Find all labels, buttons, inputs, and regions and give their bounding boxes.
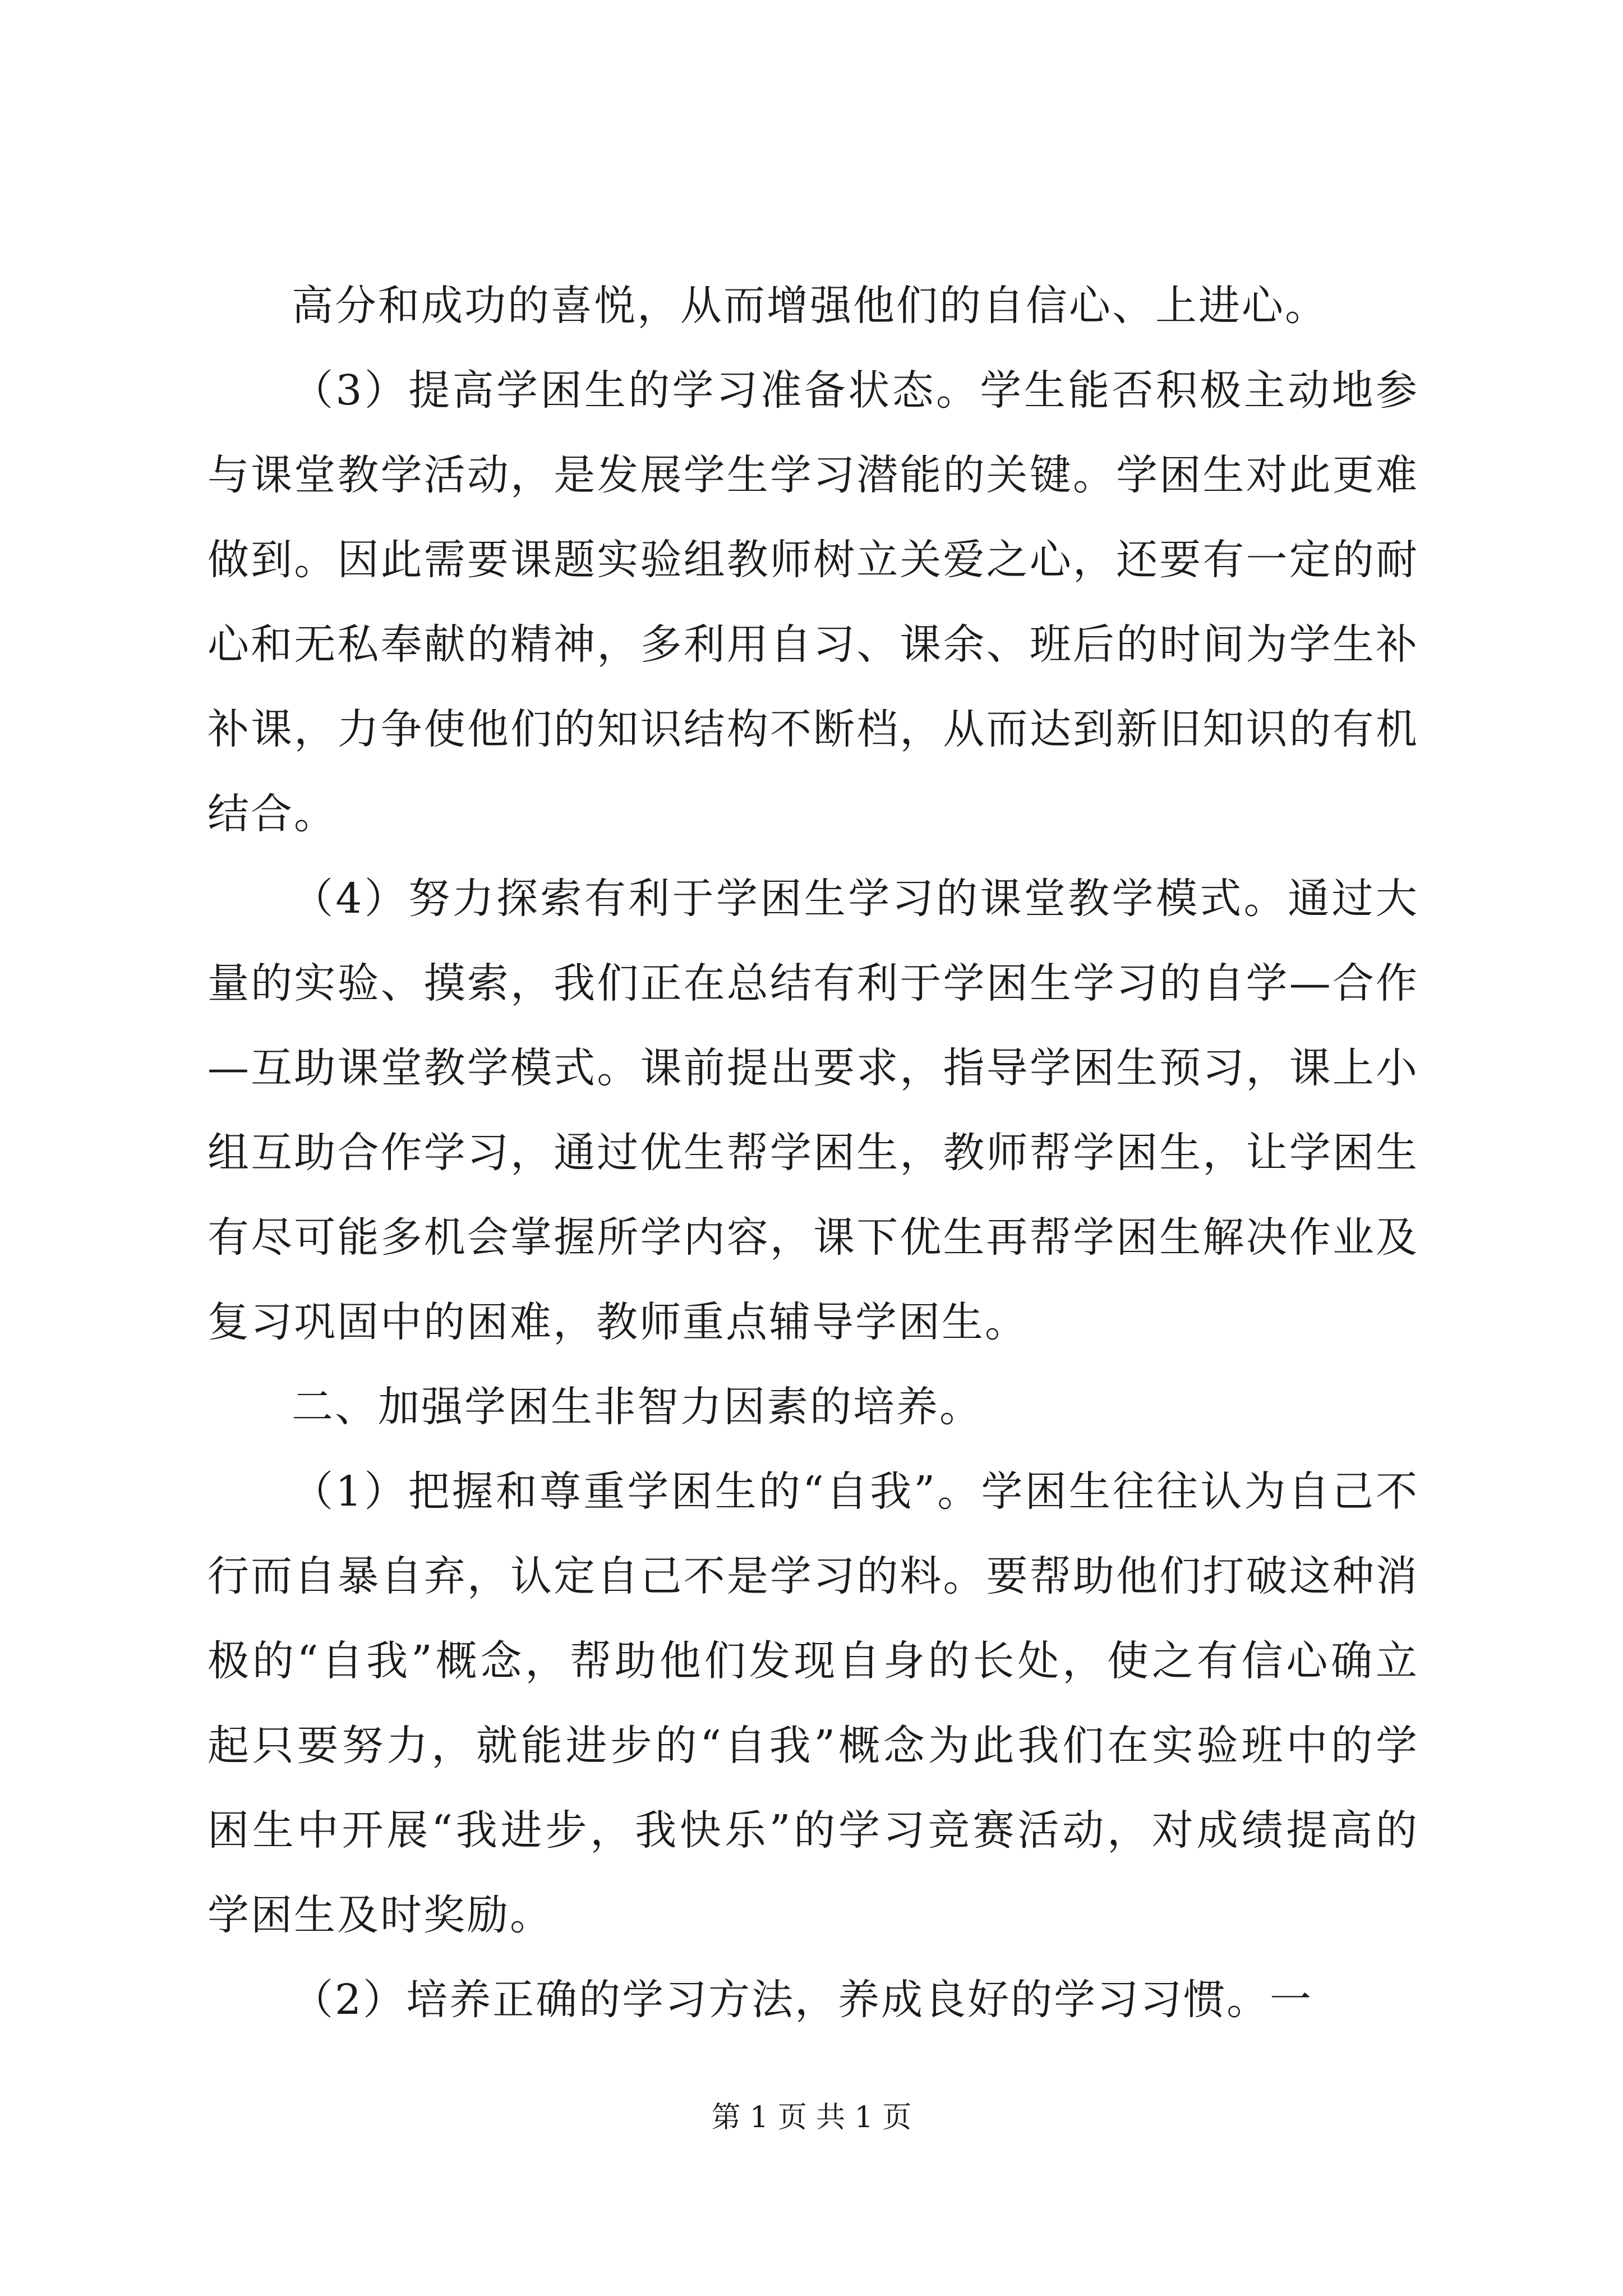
paragraph-item-3: （3）提高学困生的学习准备状态。学生能否积极主动地参与课堂教学活动，是发展学生学习潜能的关键。学困生对此更难做到。因此需要课题实验组教师树立关爱之心，还要有一定的耐心和无私奉献的精神，多利用自习、课余、班后的时间为学生补补课，力争使他们的知识结构不断档，从而达到新旧知识的有机结合。 — [208, 366, 1419, 838]
document-body — [208, 264, 1419, 2042]
section-heading-2: 二、加强学困生非智力因素的培养。 — [292, 1383, 983, 1431]
paragraph-item-1: （1）把握和尊重学困生的“自我”。学困生往往认为自己不行而自暴自弃，认定自己不是学习的料。要帮助他们打破这种消极的“自我”概念，帮助他们发现自身的长处，使之有信心确立起只要努力，就能进步的“自我”概念为此我们在实验班中的学困生中开展“我进步，我快乐”的学习竞赛活动，对成绩提高的学困生及时奖励。 — [208, 1467, 1419, 1939]
paragraph-continuation: 高分和成功的喜悦，从而增强他们的自信心、上进心。 — [292, 282, 1328, 330]
paragraph-item-2: （2）培养正确的学习方法，养成良好的学习习惯。一 — [292, 1976, 1313, 2024]
page-footer: 第 1 页 共 1 页 — [711, 2101, 912, 2134]
paragraph-item-4: （4）努力探索有利于学困生学习的课堂教学模式。通过大量的实验、摸索，我们正在总结有利于学困生学习的自学—合作—互助课堂教学模式。课前提出要求，指导学困生预习，课上小组互助合作学习，通过优生帮学困生，教师帮学困生，让学困生有尽可能多机会掌握所学内容，课下优生再帮学困生解决作业及复习巩固中的困难，教师重点辅导学困生。 — [208, 875, 1419, 1346]
